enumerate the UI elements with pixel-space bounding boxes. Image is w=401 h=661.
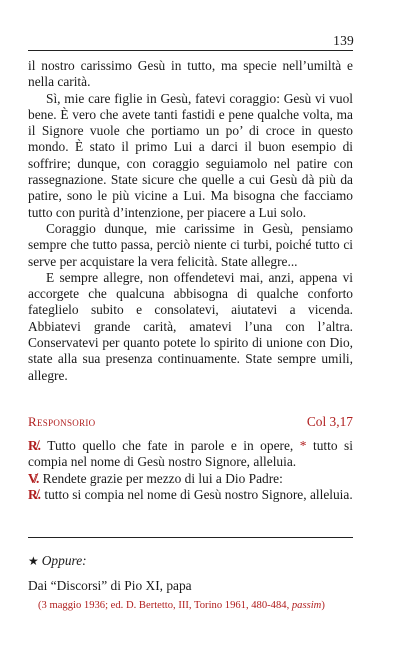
citation-text: (3 maggio 1936; ed. D. Bertetto, III, Torino 1961, 480-484,: [38, 600, 292, 611]
paragraph: Coraggio dunque, mie carissime in Gesù, pensiamo sempre che tutto passa, perciò niente ci turbi, poiché tutto ci serve per acquistare la vera felicità. State allegre...: [28, 220, 353, 269]
section-rule: [28, 537, 353, 538]
paragraph: Sì, mie care figlie in Gesù, fatevi coraggio: Gesù vi vuol bene. È vero che avete tanti fastidi e pene qualche volta, ma il Signore vuole che portiamo un po’ di croce in questo mondo. È stato il primo Lui a darci il buon esempio di soffrire; dunque, con coraggio seguiamolo nel patire con rassegnazione. State sicure che quelle a cui Gesù dà più da patire, sono le più vicine a Lui. Ma bisogna che facciamo tutto con purità d’intenzione, per piacere a Lui solo.: [28, 90, 353, 220]
responsory-text: [28, 438, 353, 503]
alternative-label: Oppure:: [41, 553, 87, 568]
paragraph-continuation: il nostro carissimo Gesù in tutto, ma specie nell’umiltà e nella carità.: [28, 58, 353, 90]
versicle-line: [28, 471, 353, 487]
star-marker: *: [299, 438, 307, 453]
reading-text: [28, 58, 353, 384]
response-rest: tutto si compia nel nome di Gesù nostro Signore, alleluia.: [28, 438, 353, 470]
citation-close: ): [321, 600, 325, 611]
source-title: Dai “Discorsi” di Pio XI, papa: [28, 578, 192, 593]
response-repeat-line: [28, 487, 353, 503]
page-number: 139: [333, 33, 354, 48]
citation-passim: passim: [291, 600, 322, 611]
responsory-heading: [28, 414, 353, 430]
header-rule: [28, 50, 353, 51]
versicle-text: Rendete grazie per mezzo di lui a Dio Padre:: [42, 470, 283, 486]
response-symbol: R̸.: [28, 486, 42, 502]
responsory-reference: Col 3,17: [306, 414, 353, 429]
response-repeat-text: tutto si compia nel nome di Gesù nostro Signore, alleluia.: [44, 486, 353, 502]
response-line: [28, 438, 353, 471]
response-symbol: R̸.: [28, 438, 42, 453]
alternative-heading: [28, 553, 87, 569]
versicle-symbol: V̸.: [28, 470, 40, 486]
star-icon: ★: [28, 554, 39, 568]
response-text: Tutto quello che fate in parole e in opere,: [47, 438, 294, 453]
source-citation: [38, 600, 325, 611]
responsory-label: Responsorio: [28, 414, 96, 429]
paragraph: E sempre allegre, non offendetevi mai, anzi, appena vi accorgete che qualcuna abbisogna di qualche conforto fateglielo subito e consolatevi, aiutatevi a vicenda. Abbiatevi grande carità, amatevi l’una con l’altra. Conservatevi per quanto potete lo spirito di unione con Dio, state alla sua presenza continuamente. State sempre umili, allegre.: [28, 269, 353, 383]
